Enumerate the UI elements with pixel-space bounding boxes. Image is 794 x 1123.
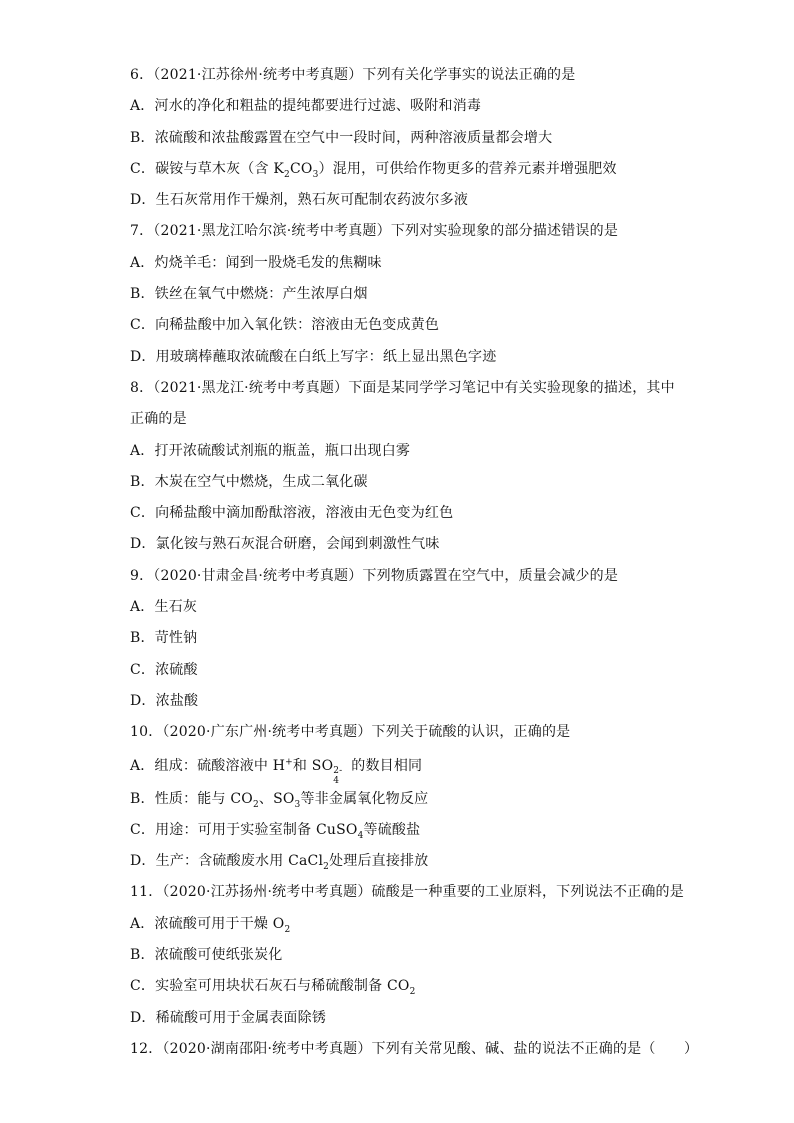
question-8-stem: 8．（2021·黑龙江·统考中考真题）下面是某同学学习笔记中有关实验现象的描述，其中 <box>130 379 675 396</box>
question-12-stem: 12．（2020·湖南邵阳·统考中考真题）下列有关常见酸、碱、盐的说法不正确的是（ ） <box>130 1040 699 1057</box>
question-8-option-c: C．向稀盐酸中滴加酚酞溶液，溶液由无色变为红色 <box>130 505 454 522</box>
question-9-option-b: B．苛性钠 <box>130 630 198 647</box>
question-6-stem: 6．（2021·江苏徐州·统考中考真题）下列有关化学事实的说法正确的是 <box>130 67 576 83</box>
question-7-option-b: B．铁丝在氧气中燃烧：产生浓厚白烟 <box>130 286 368 303</box>
question-11-option-b: B．浓硫酸可使纸张炭化 <box>130 947 283 964</box>
question-10-option-c: C．用途：可用于实验室制备 CuSO$_4$等硫酸盐 <box>130 821 421 841</box>
question-10-stem: 10．（2020·广东广州·统考中考真题）下列关于硫酸的认识，正确的是 <box>130 724 571 741</box>
question-10-option-d: D．生产：含硫酸废水用 CaCl$_2$处理后直接排放 <box>130 853 429 872</box>
question-7-option-a: A．灼烧羊毛：闻到一股烧毛发的焦糊味 <box>130 254 382 271</box>
document-page <box>130 64 699 1069</box>
question-6-option-a: A．河水的净化和粗盐的提纯都要进行过滤、吸附和消毒 <box>130 98 482 115</box>
question-11-option-c: C．实验室可用块状石灰石与稀硫酸制备 $CO_2$ <box>130 978 416 998</box>
question-6-option-d: D．生石灰常用作干燥剂，熟石灰可配制农药波尔多液 <box>130 192 469 209</box>
question-7-option-d: D．用玻璃棒蘸取浓硫酸在白纸上写字：纸上显出黑色字迹 <box>130 348 497 365</box>
question-6-option-c: C．碳铵与草木灰（含 $K_2CO_3$）混用，可供给作物更多的营养元素并增强肥效 <box>130 160 617 180</box>
question-11-option-d: D．稀硫酸可用于金属表面除锈 <box>130 1009 327 1026</box>
question-6-option-b: B．浓硫酸和浓盐酸露置在空气中一段时间，两种溶液质量都会增大 <box>130 129 553 146</box>
question-8-option-d: D．氯化铵与熟石灰混合研磨，会闻到刺激性气味 <box>130 536 440 553</box>
question-9-option-c: C．浓硫酸 <box>130 661 198 678</box>
question-8-option-a: A．打开浓硫酸试剂瓶的瓶盖，瓶口出现白雾 <box>130 442 411 459</box>
question-11-stem: 11．（2020·江苏扬州·统考中考真题）硫酸是一种重要的工业原料，下列说法不正确的是 <box>130 884 684 901</box>
question-7-option-c: C．向稀盐酸中加入氧化铁：溶液由无色变成黄色 <box>130 317 440 334</box>
question-10-option-b: B．性质：能与 $CO_2$、$SO_3$等非金属氧化物反应 <box>130 790 429 810</box>
question-9-option-a: A．生石灰 <box>130 599 198 616</box>
question-8-stem-cont: 正确的是 <box>130 411 187 428</box>
question-8-option-b: B．木炭在空气中燃烧，生成二氧化碳 <box>130 473 368 490</box>
question-9-option-d: D．浓盐酸 <box>130 692 199 709</box>
question-9-stem: 9．（2020·甘肃金昌·统考中考真题）下列物质露置在空气中，质量会减少的是 <box>130 567 619 584</box>
question-11-option-a: A．浓硫酸可用于干燥 $O_2$ <box>130 915 291 935</box>
question-10-option-a: A．组成：硫酸溶液中 H+和 SO 2- 4 的数目相同 <box>130 756 423 786</box>
question-7-stem: 7．（2021·黑龙江哈尔滨·统考中考真题）下列对实验现象的部分描述错误的是 <box>130 223 619 240</box>
